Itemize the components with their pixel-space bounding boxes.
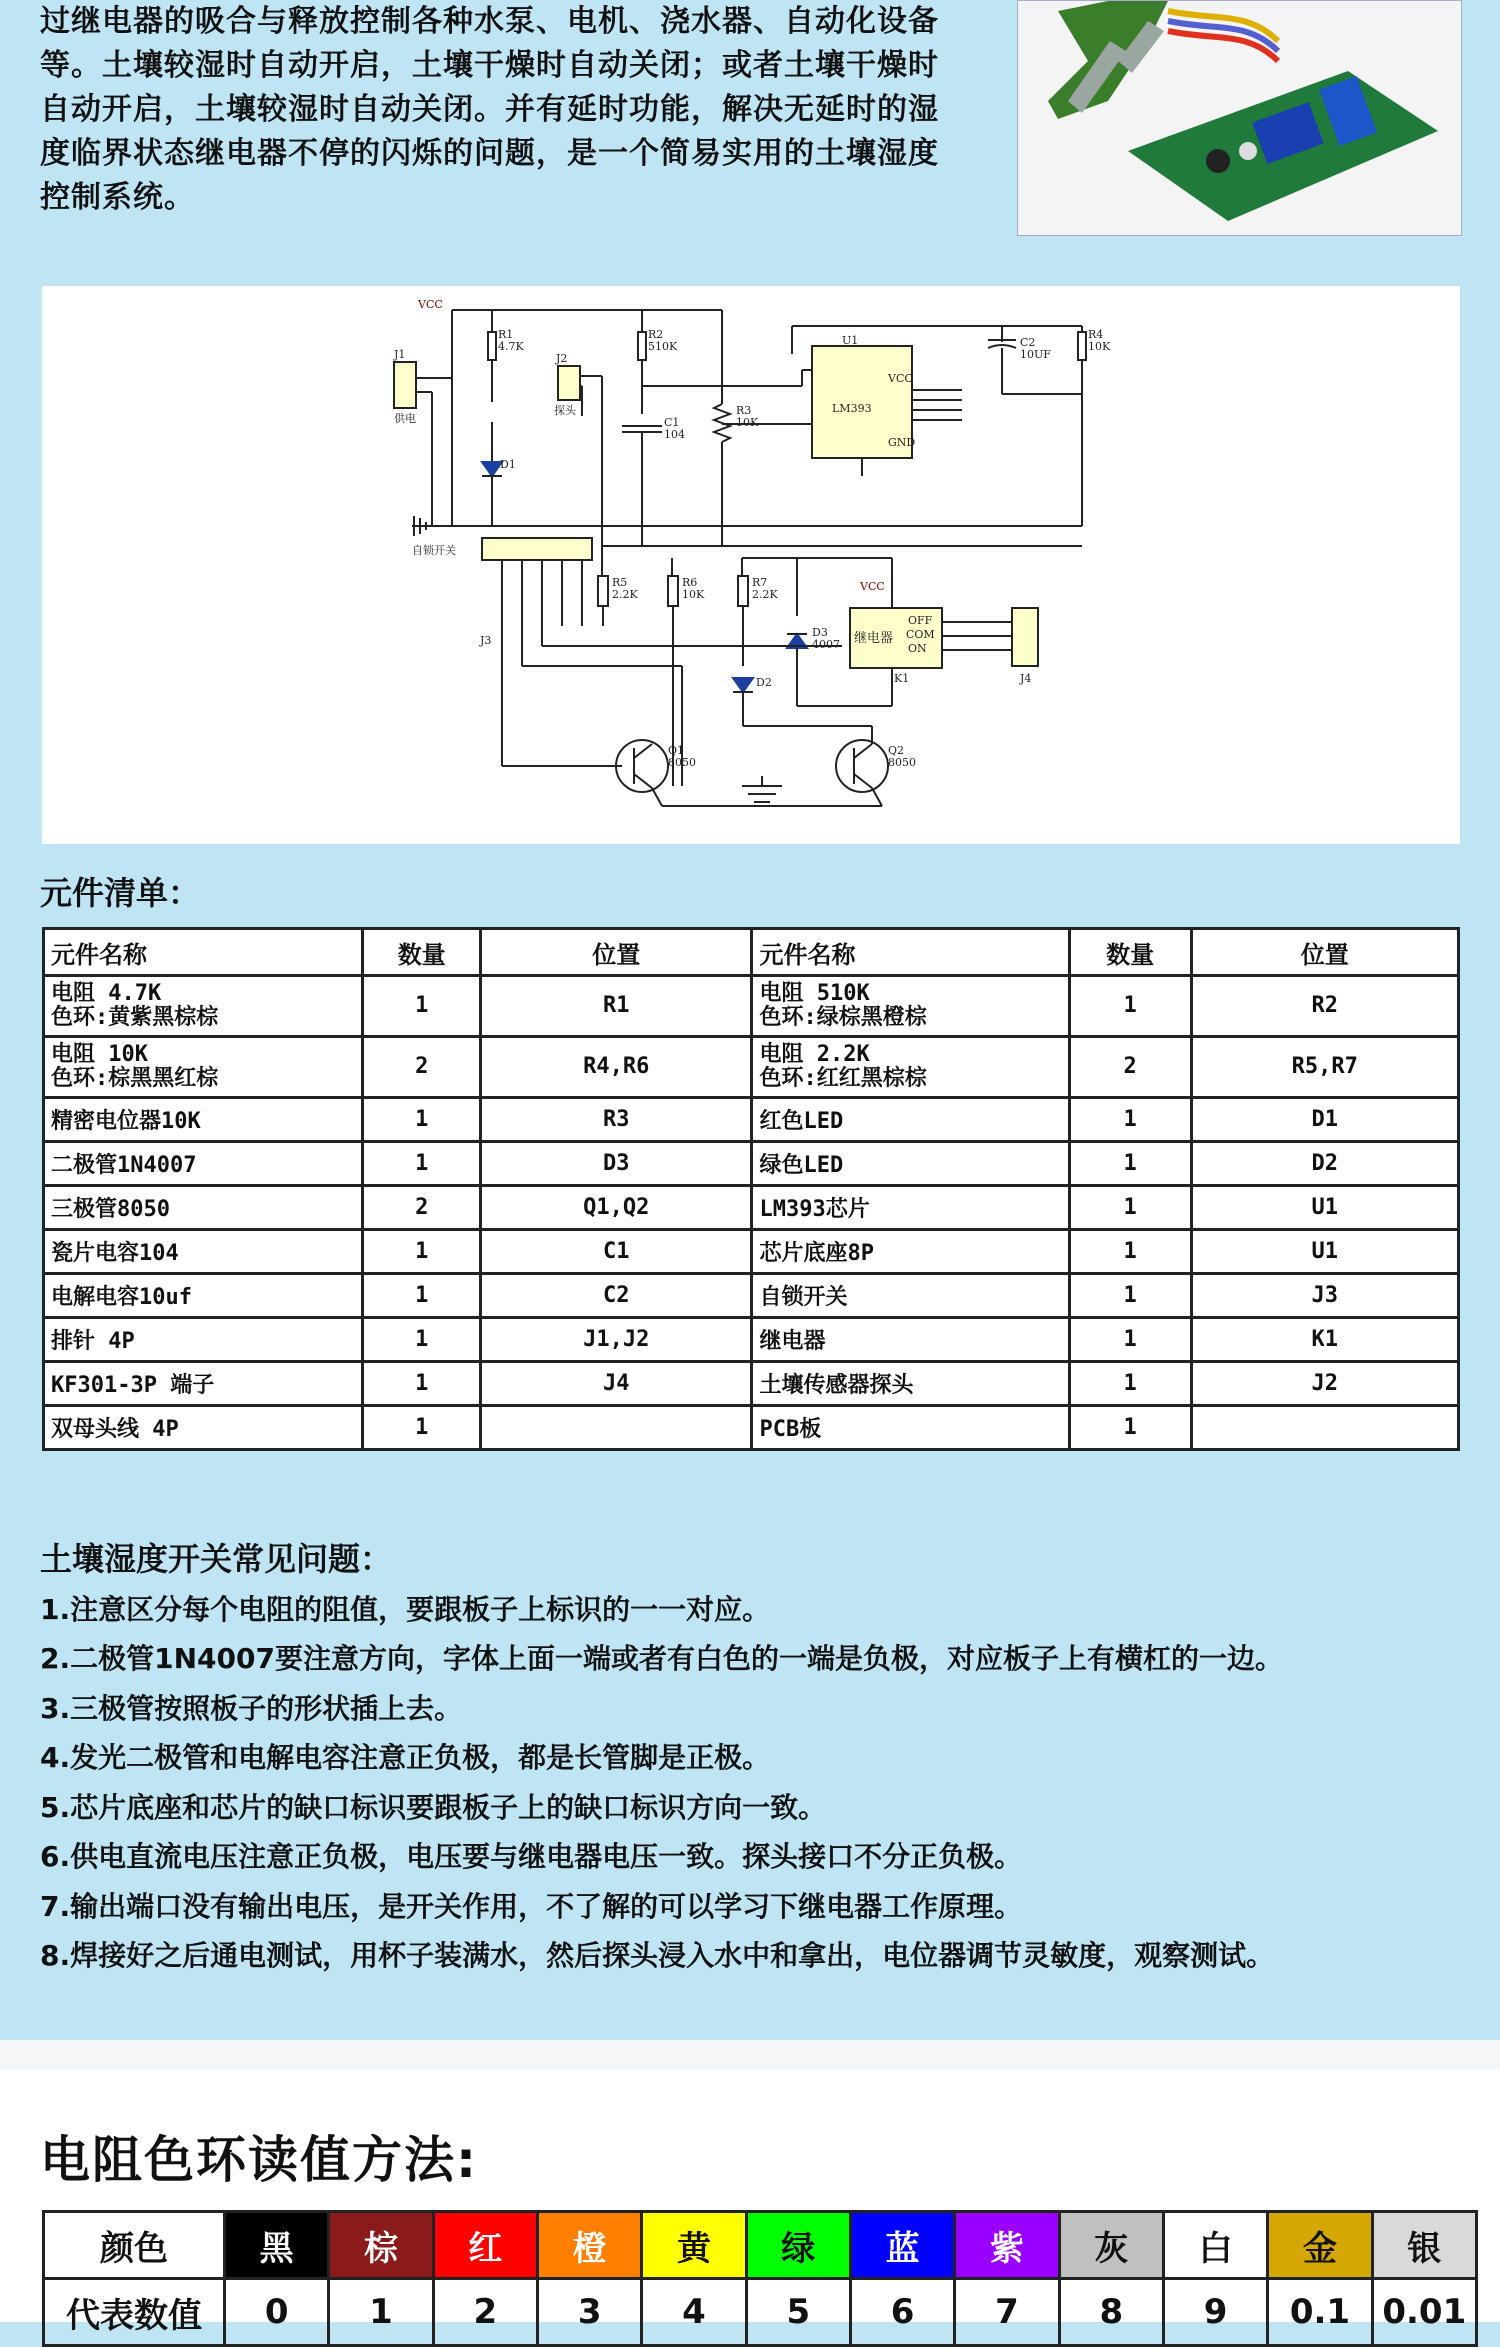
bom-cell: 1 (1069, 1318, 1191, 1362)
j1-name: 供电 (394, 412, 416, 425)
r7-label: R7 (752, 576, 768, 589)
r5-label: R5 (612, 576, 628, 589)
bom-cell: 1 (363, 1142, 481, 1186)
bom-cell: 1 (363, 1318, 481, 1362)
bom-cell: 三极管8050 (44, 1186, 363, 1230)
r2-value: 510K (648, 340, 678, 353)
bom-cell: 1 (363, 1362, 481, 1406)
value-row-label: 代表数值 (44, 2279, 225, 2346)
value-cell: 6 (850, 2279, 954, 2346)
q1-value: 8050 (668, 756, 696, 769)
c2-value: 10UF (1020, 348, 1051, 361)
bom-table (42, 927, 1460, 1451)
value-cell: 3 (537, 2279, 641, 2346)
table-row (44, 1230, 1459, 1274)
bom-cell: PCB板 (752, 1406, 1069, 1450)
bom-col-name: 元件名称 (44, 929, 363, 976)
bom-cell: D1 (1191, 1098, 1458, 1142)
table-row (44, 1037, 1459, 1098)
u1-label: U1 (842, 334, 859, 347)
vcc-label: VCC (418, 298, 443, 311)
bom-cell: 电阻 4.7K 色环:黄紫黑棕棕 (44, 976, 363, 1037)
resistor-title: 电阻色环读值方法: (40, 2131, 478, 2189)
bom-cell: D3 (481, 1142, 752, 1186)
bom-cell: 排针 4P (44, 1318, 363, 1362)
bom-cell: 电阻 510K 色环:绿棕黑橙棕 (752, 976, 1069, 1037)
intro-line: 过继电器的吸合与释放控制各种水泵、电机、浇水器、自动化设备 (40, 4, 939, 39)
faq-item: 8.焊接好之后通电测试，用杯子装满水，然后探头浸入水中和拿出，电位器调节灵敏度，观察测试。 (40, 1939, 1275, 1972)
bom-cell: 1 (1069, 1362, 1191, 1406)
bom-cell: R5,R7 (1191, 1037, 1458, 1098)
r1-value: 4.7K (498, 340, 524, 353)
bom-cell: J1,J2 (481, 1318, 752, 1362)
value-cell: 4 (642, 2279, 746, 2346)
product-illustration (1018, 1, 1461, 235)
bom-cell: 1 (1069, 976, 1191, 1037)
d1-label: D1 (500, 458, 516, 471)
value-cell: 9 (1163, 2279, 1267, 2346)
bom-cell: 自锁开关 (752, 1274, 1069, 1318)
bom-cell: R1 (481, 976, 752, 1037)
color-cell: 蓝 (850, 2212, 954, 2279)
table-row (44, 1406, 1459, 1450)
d3-value: 4007 (812, 638, 840, 651)
value-cell: 7 (955, 2279, 1059, 2346)
color-cell: 黑 (225, 2212, 329, 2279)
faq-item: 3.三极管按照板子的形状插上去。 (40, 1691, 463, 1725)
color-cell: 绿 (746, 2212, 850, 2279)
bom-cell: K1 (1191, 1318, 1458, 1362)
intro-text (40, 0, 980, 220)
bom-cell: 绿色LED (752, 1142, 1069, 1186)
bom-cell: 2 (363, 1037, 481, 1098)
intro-line: 自动开启，土壤较湿时自动关闭。并有延时功能，解决无延时的湿 (40, 92, 939, 127)
j2-name: 探头 (554, 404, 576, 417)
bom-col-qty: 数量 (363, 929, 481, 976)
bom-cell: 1 (1069, 1142, 1191, 1186)
bom-cell: 红色LED (752, 1098, 1069, 1142)
bom-cell: J3 (1191, 1274, 1458, 1318)
table-row (44, 1362, 1459, 1406)
bom-cell: 1 (1069, 1274, 1191, 1318)
color-row-label: 颜色 (44, 2212, 225, 2279)
bom-cell: 二极管1N4007 (44, 1142, 363, 1186)
r6-value: 10K (682, 588, 705, 601)
bom-col-name: 元件名称 (752, 929, 1069, 976)
value-cell: 8 (1059, 2279, 1163, 2346)
d3-label: D3 (812, 626, 828, 639)
faq-item: 4.发光二极管和电解电容注意正负极，都是长管脚是正极。 (40, 1741, 771, 1774)
bom-cell: 双母头线 4P (44, 1406, 363, 1450)
bom-cell: C2 (481, 1274, 752, 1318)
r3-value: 10K (736, 416, 759, 429)
bom-cell: 电阻 2.2K 色环:红红黑棕棕 (752, 1037, 1069, 1098)
color-cell: 白 (1163, 2212, 1267, 2279)
bom-col-pos: 位置 (1191, 929, 1458, 976)
value-row (44, 2279, 1477, 2346)
faq-item: 6.供电直流电压注意正负极，电压要与继电器电压一致。探头接口不分正负极。 (40, 1840, 1023, 1873)
relay-label: 继电器 (854, 631, 894, 646)
table-row (44, 1098, 1459, 1142)
r5-value: 2.2K (612, 588, 638, 601)
color-cell: 紫 (955, 2212, 1059, 2279)
value-cell: 0 (225, 2279, 329, 2346)
bom-cell: 1 (1069, 1186, 1191, 1230)
table-row (44, 1318, 1459, 1362)
bom-cell: 1 (363, 976, 481, 1037)
bom-cell: C1 (481, 1230, 752, 1274)
color-cell: 橙 (537, 2212, 641, 2279)
value-cell: 2 (433, 2279, 537, 2346)
product-photo (1017, 0, 1462, 236)
r4-label: R4 (1088, 328, 1104, 341)
bom-cell: U1 (1191, 1230, 1458, 1274)
j4-label: J4 (1020, 672, 1032, 685)
bom-cell: R2 (1191, 976, 1458, 1037)
color-cell: 金 (1268, 2212, 1372, 2279)
bom-cell: J4 (481, 1362, 752, 1406)
bom-cell: 2 (1069, 1037, 1191, 1098)
bom-cell: LM393芯片 (752, 1186, 1069, 1230)
r7-value: 2.2K (752, 588, 778, 601)
faq-title: 土壤湿度开关常见问题： (40, 1540, 393, 1578)
color-cell: 黄 (642, 2212, 746, 2279)
bom-cell: 1 (1069, 1230, 1191, 1274)
j3-name: 自锁开关 (412, 544, 456, 557)
relay-on: ON (908, 642, 927, 655)
color-row (44, 2212, 1477, 2279)
bom-cell (481, 1406, 752, 1450)
section-divider (0, 2040, 1500, 2070)
table-row (44, 1142, 1459, 1186)
q2-label: Q2 (888, 744, 905, 757)
j1-label: J1 (394, 348, 406, 361)
bom-cell: 1 (1069, 1098, 1191, 1142)
j3-label: J3 (480, 634, 492, 647)
bom-cell: KF301-3P 端子 (44, 1362, 363, 1406)
bom-col-qty: 数量 (1069, 929, 1191, 976)
gnd-pin-label: GND (888, 436, 916, 449)
value-cell: 0.01 (1372, 2279, 1476, 2346)
q2-value: 8050 (888, 756, 916, 769)
bom-cell: 1 (363, 1406, 481, 1450)
bom-cell: U1 (1191, 1186, 1458, 1230)
r2-label: R2 (648, 328, 664, 341)
bom-cell: D2 (1191, 1142, 1458, 1186)
schematic-drawing (42, 286, 1460, 844)
bom-cell: Q1,Q2 (481, 1186, 752, 1230)
bom-col-pos: 位置 (481, 929, 752, 976)
c2-label: C2 (1020, 336, 1036, 349)
color-cell: 灰 (1059, 2212, 1163, 2279)
intro-line: 等。土壤较湿时自动开启，土壤干燥时自动关闭；或者土壤干燥时 (40, 48, 939, 83)
r4-value: 10K (1088, 340, 1111, 353)
table-row (44, 976, 1459, 1037)
d2-label: D2 (756, 676, 772, 689)
bom-cell: R3 (481, 1098, 752, 1142)
vcc2-label: VCC (860, 580, 885, 593)
vcc-pin-label: VCC (888, 372, 913, 385)
faq-item: 2.二极管1N4007要注意方向，字体上面一端或者有白色的一端是负极，对应板子上有横杠的一边。 (40, 1642, 1283, 1675)
relay-com: COM (906, 628, 935, 641)
bom-cell (1191, 1406, 1458, 1450)
faq-item: 7.输出端口没有输出电压，是开关作用，不了解的可以学习下继电器工作原理。 (40, 1889, 1023, 1923)
value-cell: 1 (329, 2279, 433, 2346)
faq-item: 1.注意区分每个电阻的阻值，要跟板子上标识的一一对应。 (40, 1592, 771, 1626)
j2-label: J2 (556, 352, 568, 365)
bom-cell: 电解电容10uf (44, 1274, 363, 1318)
q1-label: Q1 (668, 744, 685, 757)
bom-cell: 土壤传感器探头 (752, 1362, 1069, 1406)
faq-item: 5.芯片底座和芯片的缺口标识要跟板子上的缺口标识方向一致。 (40, 1790, 827, 1824)
bom-cell: 电阻 10K 色环:棕黑黑红棕 (44, 1037, 363, 1098)
c1-value: 104 (664, 428, 685, 441)
intro-line: 控制系统。 (40, 180, 195, 215)
circuit-schematic (42, 286, 1460, 844)
bom-cell: 1 (1069, 1406, 1191, 1450)
color-code-table (42, 2210, 1478, 2347)
c1-label: C1 (664, 416, 680, 429)
lm393-label: LM393 (832, 402, 872, 415)
faq-section (40, 1535, 1460, 1981)
color-cell: 银 (1372, 2212, 1476, 2279)
r3-label: R3 (736, 404, 752, 417)
bom-title: 元件清单： (40, 874, 201, 912)
bom-cell: 1 (363, 1274, 481, 1318)
color-cell: 棕 (329, 2212, 433, 2279)
bom-cell: 2 (363, 1186, 481, 1230)
r1-label: R1 (498, 328, 514, 341)
color-cell: 红 (433, 2212, 537, 2279)
relay-off: OFF (908, 614, 933, 627)
value-cell: 0.1 (1268, 2279, 1372, 2346)
bom-cell: 瓷片电容104 (44, 1230, 363, 1274)
bom-cell: 芯片底座8P (752, 1230, 1069, 1274)
bom-cell: R4,R6 (481, 1037, 752, 1098)
intro-line: 度临界状态继电器不停的闪烁的问题，是一个简易实用的土壤湿度 (40, 136, 939, 171)
bom-header-row (44, 929, 1459, 976)
k1-label: K1 (894, 672, 910, 685)
bom-cell: 继电器 (752, 1318, 1069, 1362)
value-cell: 5 (746, 2279, 850, 2346)
table-row (44, 1274, 1459, 1318)
bom-cell: 精密电位器10K (44, 1098, 363, 1142)
bom-cell: 1 (363, 1230, 481, 1274)
bom-cell: 1 (363, 1098, 481, 1142)
bom-cell: J2 (1191, 1362, 1458, 1406)
table-row (44, 1186, 1459, 1230)
r6-label: R6 (682, 576, 698, 589)
